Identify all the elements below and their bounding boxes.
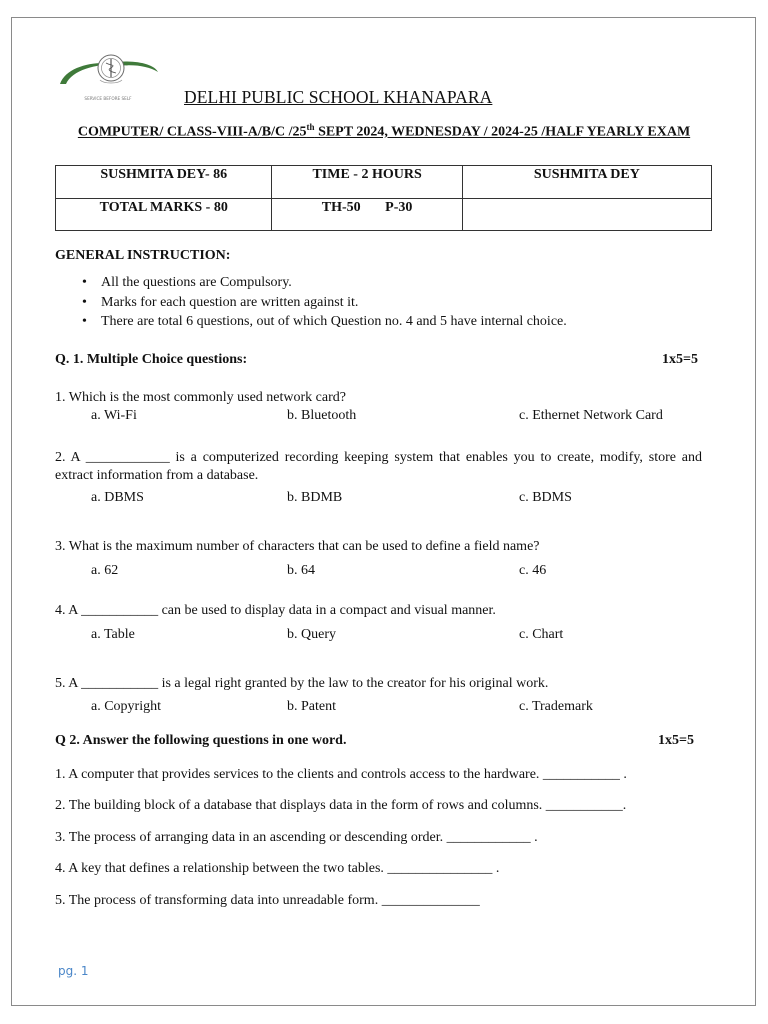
table-cell: TH-50 P-30 — [272, 198, 462, 231]
page-number: pg. 1 — [58, 964, 89, 978]
option-c: c. Ethernet Network Card — [519, 408, 663, 423]
question-text: 4. A key that defines a relationship between the two tables. _______________ . — [55, 861, 500, 876]
option-c: c. Chart — [519, 627, 564, 642]
option-a: a. Wi-Fi — [91, 408, 137, 423]
option-c: c. 46 — [519, 563, 547, 578]
question-text: 3. The process of arranging data in an ascending or descending order. ____________ . — [55, 830, 538, 845]
table-cell — [462, 198, 711, 231]
option-b: b. Query — [287, 627, 336, 642]
list-item: • Marks for each question are written against it. — [82, 293, 567, 313]
option-b: b. Bluetooth — [287, 408, 357, 423]
question-text: 5. The process of transforming data into unreadable form. ______________ — [55, 893, 480, 908]
option-b: b. BDMB — [287, 490, 343, 505]
instructions-list — [82, 273, 567, 332]
table-cell: SUSHMITA DEY- 86 — [56, 166, 272, 199]
question-text: 3. What is the maximum number of characters that can be used to define a field name? — [55, 539, 540, 554]
question-text: 1. A computer that provides services to the clients and controls access to the hardware. ___________ . — [55, 767, 627, 782]
table-row — [56, 198, 712, 231]
q1-marks: 1x5=5 — [662, 352, 698, 367]
svg-text:SERVICE BEFORE SELF: SERVICE BEFORE SELF — [84, 96, 132, 101]
question-text: 2. The building block of a database that displays data in the form of rows and columns. ___________. — [55, 798, 627, 813]
question-text: 4. A ___________ can be used to display data in a compact and visual manner. — [55, 603, 496, 618]
option-a: a. Copyright — [91, 699, 161, 714]
list-item: • All the questions are Compulsory. — [82, 273, 567, 293]
q2-title: Q 2. Answer the following questions in one word. — [55, 733, 347, 748]
q1-title: Q. 1. Multiple Choice questions: — [55, 352, 248, 367]
table-row — [56, 166, 712, 199]
option-c: c. BDMS — [519, 490, 572, 505]
option-a: a. Table — [91, 627, 135, 642]
option-a: a. DBMS — [91, 490, 144, 505]
school-name: DELHI PUBLIC SCHOOL KHANAPARA — [184, 87, 493, 107]
exam-info-table — [55, 165, 712, 231]
question-text: 1. Which is the most commonly used network card? — [55, 390, 346, 405]
option-b: b. 64 — [287, 563, 315, 578]
q2-marks: 1x5=5 — [658, 733, 694, 748]
table-cell: TOTAL MARKS - 80 — [56, 198, 272, 231]
option-b: b. Patent — [287, 699, 336, 714]
question-text: 2. A ____________ is a computerized recording keeping system that enables you to create, modify, store and extract information from a database. — [55, 450, 702, 483]
instructions-heading: GENERAL INSTRUCTION: — [55, 248, 231, 263]
option-a: a. 62 — [91, 563, 119, 578]
option-c: c. Trademark — [519, 699, 593, 714]
school-logo — [56, 50, 160, 106]
exam-subtitle: COMPUTER/ CLASS-VIII-A/B/C /25th SEPT 2024, WEDNESDAY / 2024-25 /HALF YEARLY EXAM — [77, 122, 691, 140]
table-cell: TIME - 2 HOURS — [272, 166, 462, 199]
list-item: • There are total 6 questions, out of which Question no. 4 and 5 have internal choice. — [82, 312, 567, 332]
table-cell: SUSHMITA DEY — [462, 166, 711, 199]
question-text: 5. A ___________ is a legal right granted by the law to the creator for his original work. — [55, 676, 549, 691]
